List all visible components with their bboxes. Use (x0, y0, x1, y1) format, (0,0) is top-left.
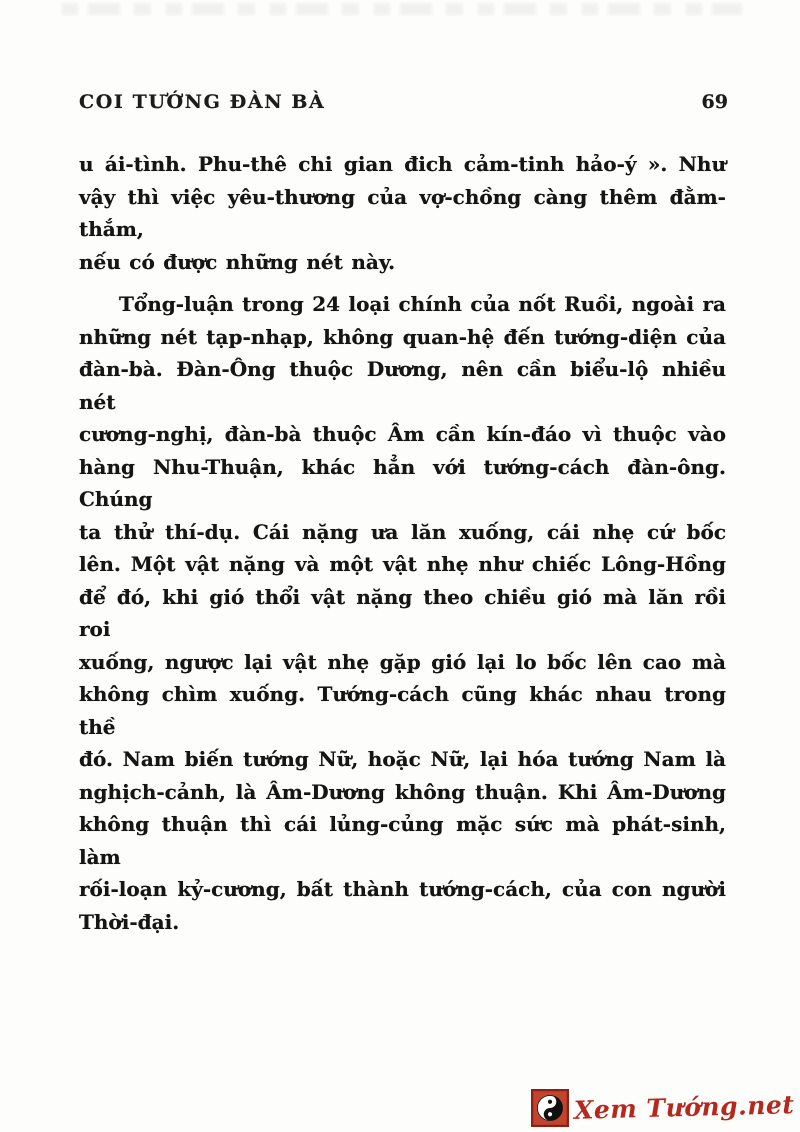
paragraph (79, 288, 726, 938)
text-line: hàng Nhu-Thuận, khác hẳn với tướng-cách đàn-ông. Chúng (79, 454, 726, 511)
watermark (531, 1089, 794, 1127)
text-line: để đó, khi gió thổi vật nặng theo chiều gió mà lăn rồi roi (79, 584, 726, 641)
text-line: rối-loạn kỷ-cương, bất thành tướng-cách, của con người (79, 877, 726, 901)
text-line: u ái-tình. Phu-thê chi gian đich cảm-tinh hảo-ý ». Như (79, 152, 726, 176)
yin-yang-icon (531, 1089, 569, 1127)
text-line: cương-nghị, đàn-bà thuộc Âm cần kín-đáo vì thuộc vào (79, 422, 726, 446)
text-line: xuống, ngược lại vật nhẹ gặp gió lại lo bốc lên cao mà (79, 649, 726, 674)
text-line: không chìm xuống. Tướng-cách cũng khác nhau trong thề (79, 682, 726, 739)
text-line: đó. Nam biến tướng Nữ, hoặc Nữ, lại hóa tướng Nam là (79, 747, 726, 771)
text-line: không thuận thì cái lủng-củng mặc sức mà phát-sinh, làm (79, 812, 726, 869)
text-line: vậy thì việc yêu-thương của vợ-chồng càng thêm đằm-thắm, (79, 184, 726, 241)
paragraph (79, 148, 726, 278)
text-line: nghịch-cảnh, là Âm-Dương không thuận. Khi Âm-Dương (79, 779, 726, 804)
scan-edge-artifact (62, 3, 742, 15)
text-line: ta thử thí-dụ. Cái nặng ưa lăn xuống, cái nhẹ cứ bốc (79, 519, 726, 544)
text-line: Tổng-luận trong 24 loại chính của nốt Ruồi, ngoài ra (119, 292, 726, 316)
page-number: 69 (701, 91, 728, 113)
watermark-text: Xem Tướng.net (573, 1090, 795, 1125)
running-title: COI TƯỚNG ĐÀN BÀ (79, 91, 326, 113)
page-header (79, 91, 728, 113)
text-line: lên. Một vật nặng và một vật nhẹ như chiếc Lông-Hồng (79, 552, 726, 576)
text-block (79, 148, 726, 938)
text-line: đàn-bà. Đàn-Ông thuộc Dương, nên cần biểu-lộ nhiều nét (79, 357, 726, 414)
text-line: Thời-đại. (79, 909, 180, 934)
text-line: nếu có được những nét này. (79, 249, 396, 274)
text-line: những nét tạp-nhạp, không quan-hệ đến tướng-diện của (79, 324, 726, 349)
